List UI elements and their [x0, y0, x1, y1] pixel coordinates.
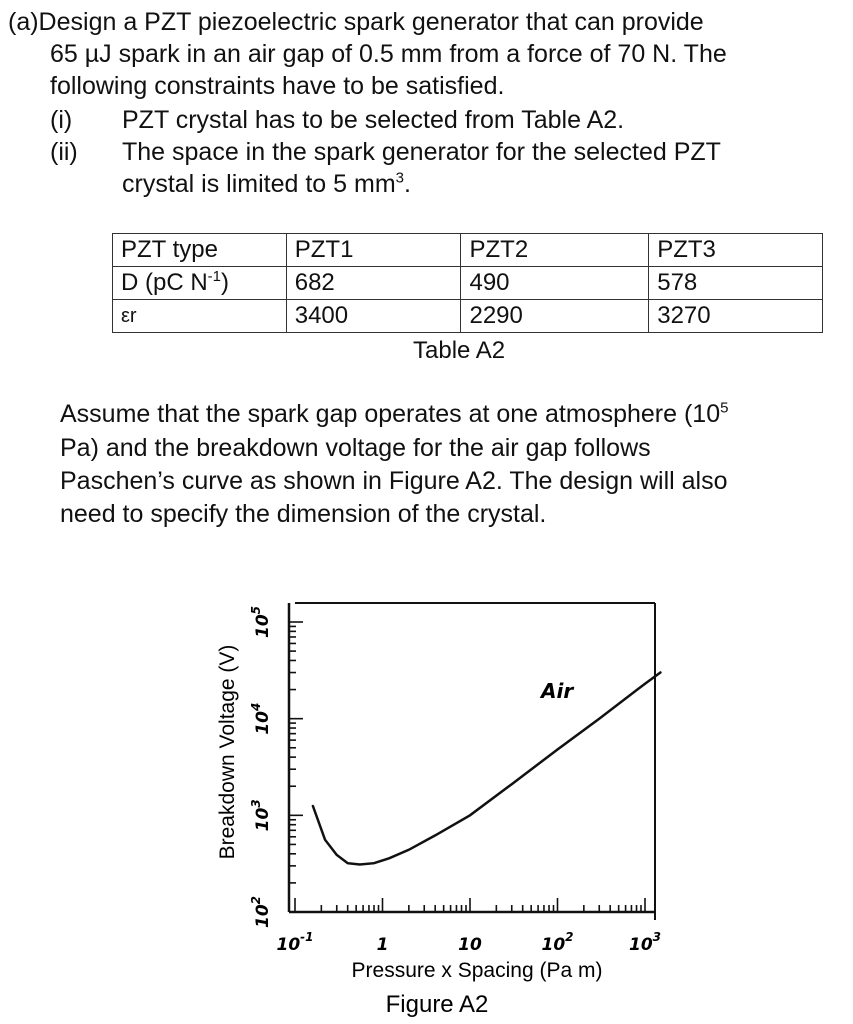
question-line-3: following constraints have to be satisfied. — [50, 72, 505, 100]
table-cell: PZT3 — [649, 234, 823, 267]
constraint-1-label: (i) — [50, 106, 73, 134]
y-tick-label: $10^5$ — [249, 605, 273, 639]
table-cell: εr — [113, 300, 287, 333]
pzt-table — [112, 233, 823, 333]
table-cell: 682 — [286, 267, 461, 300]
table-cell: 578 — [649, 267, 823, 300]
table-cell: D (pC $N^{-1}$) — [113, 267, 287, 300]
table-cell: 3270 — [649, 300, 823, 333]
y-tick-label: $10^2$ — [249, 895, 273, 929]
table-row — [113, 300, 823, 333]
constraint-2-text-1: The space in the spark generator for the selected PZT — [122, 138, 721, 166]
paragraph-line-2: Pa) and the breakdown voltage for the air gap follows — [60, 434, 651, 462]
constraint-1-text: PZT crystal has to be selected from Table A2. — [122, 106, 625, 134]
paschen-chart — [0, 590, 853, 1020]
table-caption: Table A2 — [413, 337, 506, 364]
table-cell: PZT type — [113, 234, 287, 267]
table-row — [113, 267, 823, 300]
question-line-2: 65 µJ spark in an air gap of 0.5 mm from a force of 70 N. The — [50, 40, 727, 68]
constraint-2-text-2: crystal is limited to 5 $mm^3$. — [122, 169, 411, 198]
table-cell: 2290 — [461, 300, 649, 333]
paragraph-line-1: Assume that the spark gap operates at one atmosphere ($10^5$ — [60, 399, 729, 428]
paragraph-line-4: need to specify the dimension of the crystal. — [60, 500, 547, 528]
question-line-1: (a)Design a PZT piezoelectric spark generator that can provide — [8, 8, 704, 36]
x-tick-label: $10^3$ — [628, 930, 662, 955]
table-cell: 3400 — [286, 300, 461, 333]
x-tick-label: 1 — [376, 935, 389, 955]
table-cell: PZT1 — [286, 234, 461, 267]
air-curve — [313, 673, 661, 865]
x-tick-label: 10 — [458, 935, 482, 955]
constraint-2-label: (ii) — [50, 138, 78, 166]
table-cell: PZT2 — [461, 234, 649, 267]
x-tick-label: $10^2$ — [541, 930, 574, 955]
paragraph-line-3: Paschen’s curve as shown in Figure A2. The design will also — [60, 467, 728, 495]
curve-label: Air — [541, 679, 574, 703]
x-tick-label: $10^{-1}$ — [276, 930, 314, 955]
y-tick-label: $10^3$ — [249, 799, 273, 832]
x-axis-label: Pressure x Spacing (Pa m) — [351, 959, 603, 982]
table-cell: 490 — [461, 267, 649, 300]
table-row — [113, 234, 823, 267]
y-tick-label: $10^4$ — [249, 702, 273, 735]
figure-caption: Figure A2 — [385, 991, 489, 1018]
y-axis-label: Breakdown Voltage (V) — [216, 644, 239, 860]
